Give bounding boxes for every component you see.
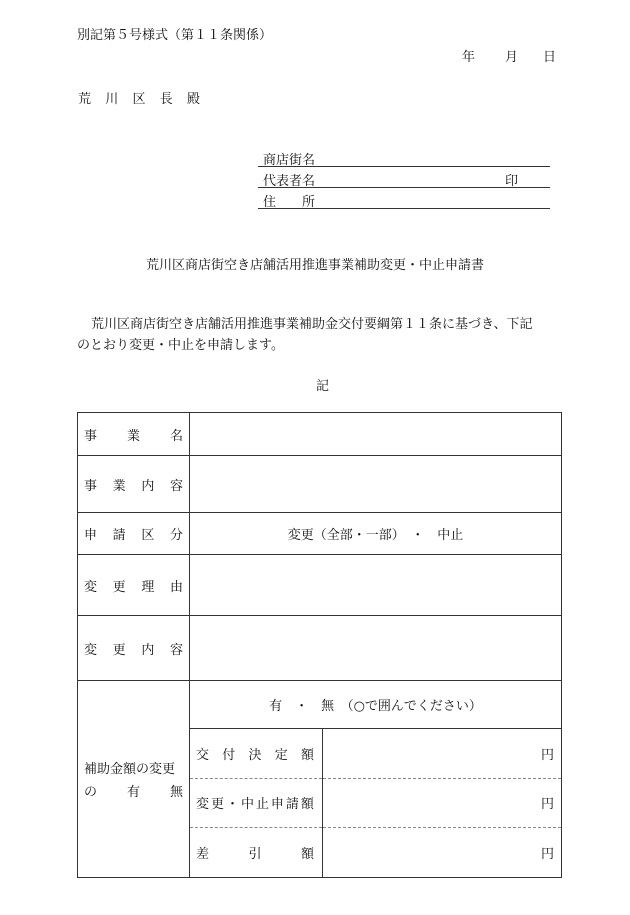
addressee-char: 殿 [186,92,200,107]
addressee [78,88,200,107]
label-char: 額 [300,846,314,862]
label-char: 交 [196,747,210,763]
table-row [78,555,562,616]
representative-field-line[interactable] [258,187,550,188]
table-row [190,729,561,778]
granted-amount-label [190,729,322,778]
project-name-field[interactable] [190,413,562,456]
address-label-char: 所 [301,195,315,210]
application-type-label [78,513,190,555]
label-char: 差 [196,846,210,862]
addressee-char: 区 [132,92,146,107]
label-char: 額 [300,797,314,812]
form-number: 別記第５号様式（第１１条関係） [77,28,273,43]
label-char: 事 [84,478,98,494]
label-char: 無 [169,785,183,800]
date-year-label: 年 [462,50,476,65]
label-char: 有 [126,785,140,800]
difference-amount-label [190,827,322,877]
granted-amount-field[interactable]: 円 [540,747,554,763]
label-char: 容 [169,478,183,494]
label-char: 額 [300,747,314,763]
label-char: 内 [141,642,155,658]
label-char: 事 [84,428,98,444]
table-row [78,456,562,513]
table-row [78,681,562,729]
change-reason-field[interactable] [190,555,562,616]
address-field-line[interactable] [258,208,550,209]
addressee-char: 荒 [78,92,92,107]
application-table [77,412,562,878]
table-row [190,778,561,827]
label-char: 由 [169,579,183,595]
seal-label: 印 [505,174,519,189]
shopping-street-label: 商店街名 [263,153,316,168]
change-content-field[interactable] [190,616,562,681]
document-title: 荒川区商店街空き店舗活用推進事業補助変更・中止申請書 [145,258,484,273]
label-char: 付 [222,747,236,763]
label-char: 業 [112,478,126,494]
date-month-label: 月 [505,50,519,65]
label-char: 更 [210,797,224,812]
project-name-label [78,413,190,456]
difference-amount-field[interactable]: 円 [322,827,561,877]
label-char: 変 [196,797,210,812]
label-char: の [84,785,98,800]
change-reason-label [78,555,190,616]
body-text-line2: のとおり変更・中止を申請します。 [77,338,284,353]
table-row [78,413,562,456]
label-char: 更 [112,642,126,658]
label-char: 更 [112,579,126,595]
requested-amount-label [190,778,322,827]
address-label-char: 住 [263,195,277,210]
change-content-label [78,616,190,681]
label-char: 変 [84,642,98,658]
date-day-label: 日 [543,50,557,65]
ki-label: 記 [316,379,330,394]
subsidy-yes-no-options[interactable]: 有 ・ 無 （○で囲んでください） [190,681,562,729]
body-text-line1: 荒川区商店街空き店舗活用推進事業補助金交付要綱第１１条に基づき、下記 [91,317,533,332]
label-char: 内 [141,478,155,494]
label-char: 業 [126,428,140,444]
label-char: 理 [141,579,155,595]
subsidy-amounts-table [190,729,561,877]
label-char: 区 [141,528,155,543]
label-char: 中 [240,797,254,812]
label-char: 分 [169,528,183,543]
addressee-char: 長 [159,92,173,107]
addressee-char: 川 [105,92,119,107]
label-char: 変 [84,579,98,595]
project-content-field[interactable] [190,456,562,513]
table-row [78,616,562,681]
representative-label: 代表者名 [263,174,316,189]
label-char: ・ [225,797,239,812]
label-char: 引 [248,846,262,862]
label-char: 名 [169,428,183,444]
label-char: 定 [274,747,288,763]
label-char: 止 [255,797,269,812]
label-char: 請 [285,797,299,812]
subsidy-change-label-line2 [84,781,183,800]
label-char: 請 [112,528,126,543]
table-row [78,513,562,555]
table-row [190,827,561,877]
label-char: 申 [84,528,98,543]
application-type-options[interactable]: 変更（全部・一部） ・ 中止 [190,513,562,555]
project-content-label [78,456,190,513]
label-char: 申 [270,797,284,812]
label-char: 容 [169,642,183,658]
subsidy-amounts-cell [190,729,562,878]
subsidy-change-label-line1: 補助金額の変更 [84,762,176,777]
subsidy-change-label [78,681,190,878]
shopping-street-field-line[interactable] [258,166,550,167]
label-char: 決 [248,747,262,763]
requested-amount-field[interactable]: 円 [322,778,561,827]
